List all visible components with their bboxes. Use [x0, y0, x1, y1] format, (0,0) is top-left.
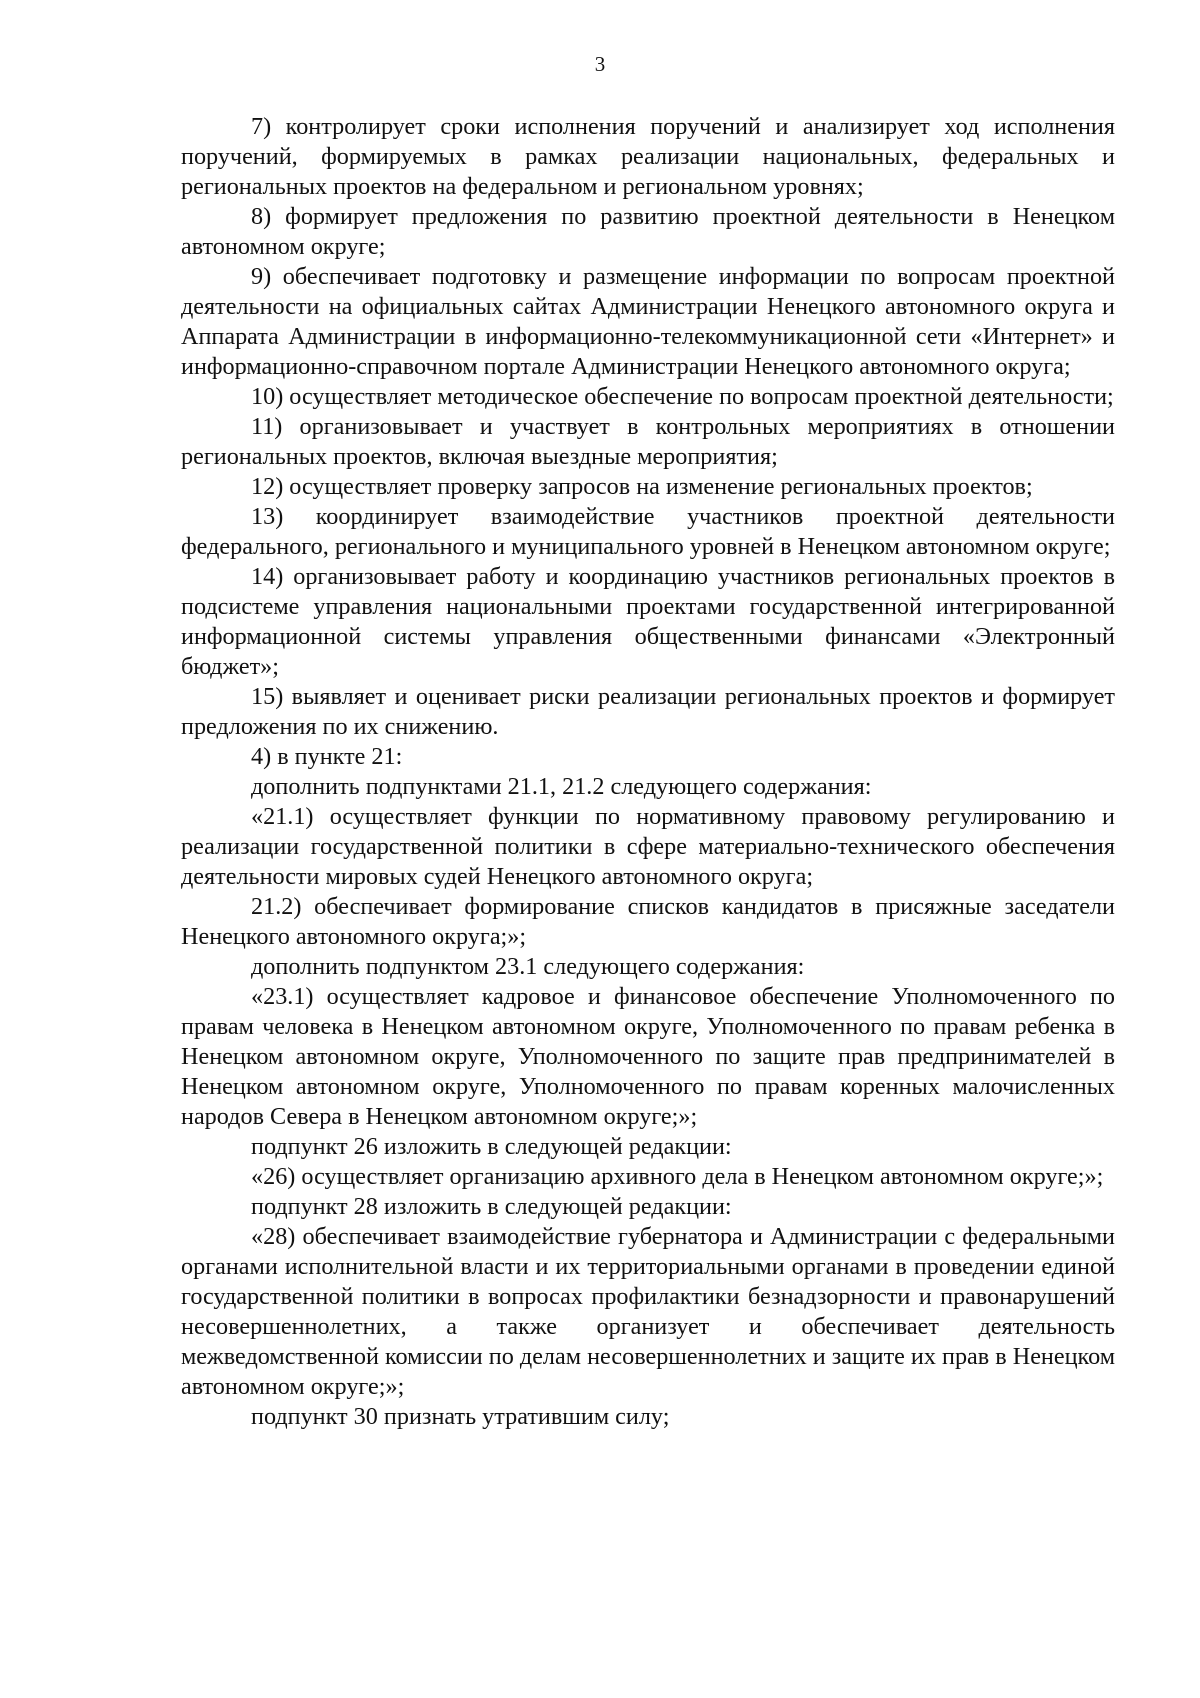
amendment-instruction: дополнить подпунктом 23.1 следующего содержания: — [251, 953, 805, 980]
paragraph-item-7: 7) контролирует сроки исполнения поручений и анализирует ход исполнения поручений, формируемых в рамках реализации национальных, федеральных и региональных проектов на федеральном и региональном уровнях; — [181, 113, 1115, 200]
paragraph-item-13: 13) координирует взаимодействие участников проектной деятельности федерального, регионального и муниципального уровней в Ненецком автономном округе; — [181, 503, 1115, 560]
subpoint-21-2: 21.2) обеспечивает формирование списков кандидатов в присяжные заседатели Ненецкого автономного округа;»; — [181, 893, 1115, 950]
paragraph-item-8: 8) формирует предложения по развитию проектной деятельности в Ненецком автономном округе; — [181, 203, 1115, 260]
paragraph-item-11: 11) организовывает и участвует в контрольных мероприятиях в отношении региональных проектов, включая выездные мероприятия; — [181, 413, 1115, 470]
amendment-instruction: подпункт 26 изложить в следующей редакции: — [251, 1133, 732, 1160]
subpoint-21-1: «21.1) осуществляет функции по нормативному правовому регулированию и реализации государственной политики в сфере материально-технического обеспечения деятельности мировых судей Ненецкого автономного округа; — [181, 803, 1115, 890]
subpoint-26: «26) осуществляет организацию архивного дела в Ненецком автономном округе;»; — [251, 1163, 1104, 1190]
paragraph-item-12: 12) осуществляет проверку запросов на изменение региональных проектов; — [251, 473, 1033, 500]
paragraph-item-9: 9) обеспечивает подготовку и размещение информации по вопросам проектной деятельности на официальных сайтах Администрации Ненецкого автономного округа и Аппарата Администрации в информационно-телекоммуникационной сети «Интернет» и информационно-справочном портале Администрации Ненецкого автономного округа; — [181, 263, 1115, 380]
document-body — [181, 112, 1115, 1432]
subpoint-28: «28) обеспечивает взаимодействие губернатора и Администрации с федеральными органами исполнительной власти и их территориальными органами в проведении единой государственной политики в вопросах профилактики безнадзорности и правонарушений несовершеннолетних, а также организует и обеспечивает деятельность межведомственной комиссии по делам несовершеннолетних и защите их прав в Ненецком автономном округе;»; — [181, 1223, 1116, 1400]
paragraph-item-10: 10) осуществляет методическое обеспечение по вопросам проектной деятельности; — [251, 383, 1114, 410]
paragraph-item-15: 15) выявляет и оценивает риски реализации региональных проектов и формирует предложения по их снижению. — [181, 683, 1115, 740]
amendment-point-4: 4) в пункте 21: — [251, 743, 403, 770]
paragraph-item-14: 14) организовывает работу и координацию участников региональных проектов в подсистеме управления национальными проектами государственной интегрированной информационной системы управления общественными финансами «Электронный бюджет»; — [181, 563, 1115, 680]
page-number: 3 — [594, 52, 606, 76]
amendment-instruction: подпункт 28 изложить в следующей редакции: — [251, 1193, 732, 1220]
amendment-instruction: дополнить подпунктами 21.1, 21.2 следующего содержания: — [251, 773, 872, 800]
subpoint-23-1: «23.1) осуществляет кадровое и финансовое обеспечение Уполномоченного по правам человека в Ненецком автономном округе, Уполномоченного по правам ребенка в Ненецком автономном округе, Уполномоченного по защите прав предпринимателей в Ненецком автономном округе, Уполномоченного по правам коренных малочисленных народов Севера в Ненецком автономном округе;»; — [181, 983, 1115, 1130]
amendment-instruction: подпункт 30 признать утратившим силу; — [251, 1403, 670, 1430]
